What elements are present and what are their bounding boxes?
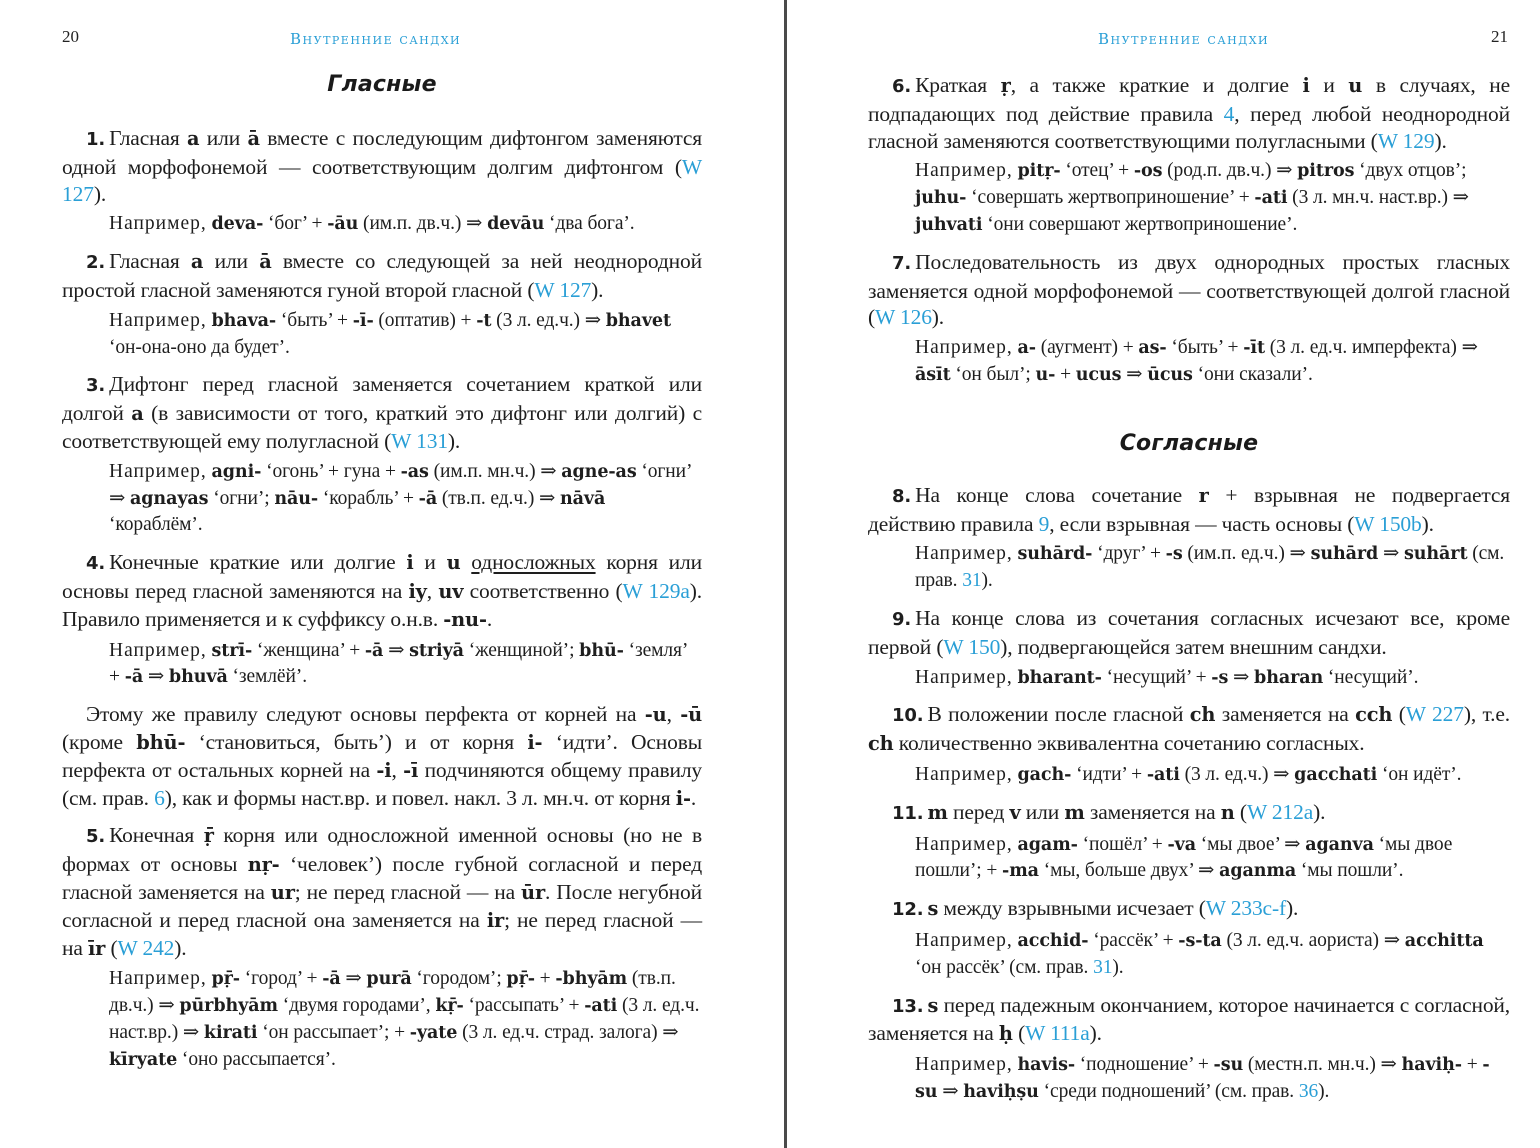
sanskrit-term: i <box>1302 74 1310 97</box>
rules-list <box>62 125 702 1074</box>
page-content <box>62 72 702 1084</box>
sanskrit-term: havis- <box>1017 1055 1076 1076</box>
sanskrit-term: -ā <box>322 969 341 990</box>
sanskrit-term: -yate <box>409 1022 458 1043</box>
rules-list <box>868 482 1510 1106</box>
sanskrit-term: uv <box>438 579 464 603</box>
sanskrit-term: pṝ- <box>211 969 240 990</box>
sanskrit-term: deva- <box>211 214 264 235</box>
sanskrit-term: devāu <box>487 214 545 235</box>
rule-paragraph: 5. Конечная ṝ корня или односложной именной основы (но не в формах от основы nṛ- ‘человек’) после губной согласной и перед гласной заменяется на ur; не перед гласной — на ūr. После негубной согласной и перед гласной она заменяется на ir; не перед гласной — на īr (W 242). <box>62 823 702 960</box>
sanskrit-term: ṛ <box>1000 74 1011 97</box>
sanskrit-term: bhavet <box>605 310 671 331</box>
cross-reference-link[interactable]: 6 <box>154 785 165 810</box>
sanskrit-term: ṝ <box>203 824 214 848</box>
sanskrit-term: bhū- <box>579 640 624 661</box>
sanskrit-term: a <box>131 402 144 426</box>
section-title: Согласные <box>1119 430 1259 456</box>
sanskrit-term: ā <box>247 127 260 150</box>
example-paragraph: Например, deva- ‘бог’ + -āu (им.п. дв.ч.) ⇒ devāu ‘два бога’. <box>109 213 635 235</box>
sanskrit-term: -ati <box>1254 188 1288 209</box>
example-lead: Например, <box>915 160 1013 182</box>
rule-paragraph: 7. Последовательность из двух однородных простых гласных заменяется одной морфофонемой — соответствующей долгой гласной (W 126). <box>868 249 1510 330</box>
example-paragraph: Например, pitṛ- ‘отец’ + -os (род.п. дв.ч.) ⇒ pitros ‘двух отцов’; juhu- ‘совершать жертвоприношение’ + -ati (3 л. мн.ч. наст.вр.) ⇒ juhvati ‘они совершают жертвоприношение’. <box>915 160 1469 235</box>
sanskrit-term: n <box>1220 800 1235 824</box>
sanskrit-term: -ā <box>418 488 438 509</box>
sanskrit-term: -bhyām <box>555 969 628 990</box>
sanskrit-term: -ati <box>1146 764 1180 785</box>
example-lead: Например, <box>109 309 207 331</box>
sanskrit-term: aganva <box>1305 834 1374 855</box>
example-lead: Например, <box>915 833 1013 855</box>
rule-number: 1. <box>86 129 106 150</box>
cross-reference-link[interactable]: W 129a <box>622 578 690 603</box>
sanskrit-term: -os <box>1133 161 1163 182</box>
sanskrit-term: ch <box>868 732 894 756</box>
sanskrit-term: aganma <box>1219 861 1297 882</box>
cross-reference-link[interactable]: 9 <box>1038 511 1050 536</box>
sanskrit-term: -nu- <box>443 607 487 631</box>
sanskrit-term: m <box>927 800 948 824</box>
sanskrit-term: pitros <box>1297 161 1355 182</box>
section-title: Гласные <box>327 72 437 97</box>
sanskrit-term: ch <box>1189 703 1216 727</box>
example-paragraph: Например, agam- ‘пошёл’ + -va ‘мы двое’ ⇒ aganva ‘мы двое пошли’; + -ma ‘мы, больше двух’ ⇒ aganma ‘мы пошли’. <box>915 833 1453 882</box>
example-lead: Например, <box>915 666 1013 688</box>
sanskrit-term: pṝ- <box>506 969 535 990</box>
sanskrit-term: kirati <box>203 1022 258 1043</box>
sanskrit-term: s <box>927 993 939 1017</box>
sanskrit-term: bhuvā <box>168 667 228 688</box>
sanskrit-term: gach- <box>1017 764 1072 785</box>
sanskrit-term: cch <box>1355 703 1393 727</box>
rule-number: 4. <box>86 553 106 575</box>
rule-paragraph: 3. Дифтонг перед гласной заменяется сочетанием краткой или долгой a (в зависимости от того, краткий это дифтонг или долгий) с соответствующей ему полугласной (W 131). <box>62 372 702 453</box>
rule-paragraph: 10. В положении после гласной ch заменяется на cch (W 227), т.е. ch количественно эквивалентна сочетанию согласных. <box>868 702 1510 756</box>
sanskrit-term: iy <box>408 579 427 603</box>
sanskrit-term: agam- <box>1017 834 1078 855</box>
sanskrit-term: haviḥṣu <box>963 1081 1039 1102</box>
sanskrit-term: pitṛ- <box>1017 161 1061 182</box>
rule-number: 11. <box>892 802 924 824</box>
example-lead: Например, <box>109 968 207 990</box>
rule-paragraph: 11. m перед v или m заменяется на n (W 212a). <box>892 799 1326 824</box>
sanskrit-term: īr <box>87 936 106 960</box>
running-head: Внутренние сандхи <box>1098 30 1270 48</box>
cross-reference-link[interactable]: W 126 <box>875 305 932 330</box>
sanskrit-term: bhū- <box>136 730 186 754</box>
cross-reference-link[interactable]: W 127 <box>62 154 702 206</box>
sanskrit-term: purā <box>366 969 412 990</box>
rule-paragraph: 8. На конце слова сочетание r + взрывная не подвергается действию правила 9, если взрывная — часть основы (W 150b). <box>868 482 1510 536</box>
right-page <box>788 0 1540 1148</box>
cross-reference-link[interactable]: 36 <box>1298 1080 1319 1102</box>
rules-list <box>868 72 1510 389</box>
sanskrit-term: agne-as <box>561 461 637 482</box>
underlined-term: односложных <box>471 550 596 575</box>
sanskrit-term: -su <box>1213 1055 1244 1076</box>
sanskrit-term: ūr <box>521 880 546 904</box>
example-paragraph: Например, pṝ- ‘город’ + -ā ⇒ purā ‘городом’; pṝ- + -bhyām (тв.п. дв.ч.) ⇒ pūrbhyām ‘двумя городами’, kṝ- ‘рассыпать’ + -ati (3 л. ед.ч. наст.вр.) ⇒ kirati ‘он рассыпает’; + -yate (3 л. ед.ч. страд. залога) ⇒ kīryate ‘оно рассыпается’. <box>109 968 700 1070</box>
page-number: 21 <box>1491 27 1508 46</box>
example-paragraph: Например, a- (аугмент) + as- ‘быть’ + -īt (3 л. ед.ч. имперфекта) ⇒ āsīt ‘он был’; u- + ucus ⇒ ūcus ‘они сказали’. <box>915 337 1478 385</box>
cross-reference-link[interactable]: W 111a <box>1025 1021 1090 1046</box>
sanskrit-term: u- <box>1035 364 1056 385</box>
rule-paragraph: 4. Конечные краткие или долгие i и u односложных корня или основы перед гласной заменяются на iy, uv соответственно (W 129a). Правило применяется и к суффиксу о.н.в. -nu-. <box>62 550 702 631</box>
sanskrit-term: u <box>446 551 461 575</box>
sanskrit-term: juhvati <box>915 214 983 235</box>
example-lead: Например, <box>915 763 1013 785</box>
rule-paragraph: 12. s между взрывными исчезает (W 233c-f). <box>892 896 1299 921</box>
rule-number: 10. <box>892 705 924 727</box>
sanskrit-term: āsīt <box>915 364 951 385</box>
sanskrit-term: -i <box>376 758 392 782</box>
sanskrit-term: kṝ- <box>435 996 464 1017</box>
cross-reference-link[interactable]: W 131 <box>391 428 448 453</box>
cross-reference-link[interactable]: 31 <box>962 570 982 592</box>
sanskrit-term: a- <box>1017 338 1036 359</box>
running-head: Внутренние сандхи <box>290 30 462 48</box>
sanskrit-term: gacchati <box>1294 764 1378 785</box>
rule-number: 5. <box>86 826 106 848</box>
rule-paragraph: 6. Краткая ṛ, а также краткие и долгие i и u в случаях, не подпадающих под действие правила 4, перед любой неоднородной гласной заменяются соответствующими полугласными (W 129). <box>868 73 1510 153</box>
example-paragraph: Например, suhārd- ‘друг’ + -s (им.п. ед.ч.) ⇒ suhārd ⇒ suhārt (см. прав. 31). <box>915 543 1505 592</box>
sanskrit-term: s <box>927 897 939 921</box>
rule-number: 12. <box>892 899 924 921</box>
rule-number: 9. <box>892 608 912 630</box>
rule-number: 8. <box>892 485 912 507</box>
rule-paragraph: 9. На конце слова из сочетания согласных исчезают все, кроме первой (W 150), подвергающейся затем внешним сандхи. <box>868 605 1510 659</box>
sanskrit-term: suhārd <box>1310 544 1379 565</box>
sanskrit-term: acchid- <box>1017 930 1089 951</box>
spine-divider <box>784 0 787 1148</box>
example-paragraph: Например, strī- ‘женщина’ + -ā ⇒ striyā ‘женщиной’; bhū- ‘земля’ + -ā ⇒ bhuvā ‘землёй’. <box>109 639 687 688</box>
example-paragraph: Например, agni- ‘огонь’ + гуна + -as (им.п. мн.ч.) ⇒ agne-as ‘огни’ ⇒ agnayas ‘огни’; nāu- ‘корабль’ + -ā (тв.п. ед.ч.) ⇒ nāvā ‘кораблём’. <box>109 460 691 536</box>
example-paragraph: Например, havis- ‘подношение’ + -su (местн.п. мн.ч.) ⇒ haviḥ- + -su ⇒ haviḥṣu ‘среди подношений’ (см. прав. 36). <box>915 1054 1490 1102</box>
sanskrit-term: juhu- <box>915 188 967 209</box>
example-paragraph: Например, bhava- ‘быть’ + -ī- (оптатив) + -t (3 л. ед.ч.) ⇒ bhavet ‘он-она-оно да будет’. <box>109 309 671 358</box>
example-paragraph: Например, acchid- ‘рассёк’ + -s-ta (3 л. ед.ч. аориста) ⇒ acchitta ‘он рассёк’ (см. прав. 31). <box>915 929 1484 978</box>
example-lead: Например, <box>109 213 207 235</box>
sanskrit-term: i <box>406 551 414 575</box>
rule-number: 3. <box>86 375 106 397</box>
example-lead: Например, <box>915 543 1013 565</box>
sanskrit-term: strī- <box>211 640 253 661</box>
example-paragraph: Например, bharant- ‘несущий’ + -s ⇒ bharan ‘несущий’. <box>915 666 1419 688</box>
sanskrit-term: acchitta <box>1404 930 1484 951</box>
example-lead: Например, <box>109 639 207 661</box>
rule-continuation: Этому же правилу следуют основы перфекта от корней на -u, -ū (кроме bhū- ‘становиться, быть’) и от корня i- ‘идти’. Основы перфекта от остальных корней на -i, -ī подчиняются общему правилу (см. прав. 6), как и формы наст.вр. и повел. накл. 3 л. мн.ч. от корня i-. <box>62 702 703 810</box>
cross-reference-link[interactable]: W 150b <box>1354 511 1422 536</box>
sanskrit-term: ḥ <box>998 1022 1013 1046</box>
sanskrit-term: -ī- <box>352 310 374 331</box>
sanskrit-term: as- <box>1138 338 1167 359</box>
sanskrit-term: m <box>1064 800 1085 824</box>
sanskrit-term: kīryate <box>109 1049 178 1070</box>
example-paragraph: Например, gach- ‘идти’ + -ati (3 л. ед.ч.) ⇒ gacchati ‘он идёт’. <box>915 763 1462 785</box>
cross-reference-link[interactable]: W 150 <box>943 634 1001 659</box>
sanskrit-term: -s <box>1211 667 1229 688</box>
sanskrit-term: -āu <box>327 214 359 235</box>
rule-number: 6. <box>892 76 912 97</box>
sanskrit-term: nṛ- <box>247 853 280 877</box>
cross-reference-link[interactable]: W 127 <box>534 277 592 302</box>
sanskrit-term: striyā <box>409 640 464 661</box>
sanskrit-term: suhārd- <box>1017 544 1093 565</box>
rule-paragraph: 1. Гласная a или ā вместе с последующим дифтонгом заменяются одной морфофонемой — соответствующим долгим дифтонгом (W 127). <box>62 126 702 206</box>
rule-number: 7. <box>892 252 912 274</box>
sanskrit-term: i- <box>675 786 691 810</box>
sanskrit-term: nāvā <box>560 488 606 509</box>
sanskrit-term: -va <box>1167 834 1197 855</box>
sanskrit-term: u <box>1348 74 1363 97</box>
sanskrit-term: -īt <box>1243 338 1265 359</box>
sanskrit-term: haviḥ- <box>1401 1055 1462 1076</box>
sanskrit-term: bharant- <box>1017 667 1102 688</box>
rule-number: 13. <box>892 995 924 1017</box>
sanskrit-term: agni- <box>211 461 262 482</box>
page-number: 20 <box>62 27 79 46</box>
rule-paragraph: 2. Гласная a или ā вместе со следующей за ней неоднородной простой гласной заменяются гуной второй гласной (W 127). <box>62 249 702 302</box>
sanskrit-term: nāu- <box>274 488 319 509</box>
sanskrit-term: ir <box>486 908 505 932</box>
sanskrit-term: r <box>1198 483 1209 507</box>
sanskrit-term: v <box>1009 800 1021 824</box>
sanskrit-term: bharan <box>1254 667 1324 688</box>
sanskrit-term: a <box>190 250 204 274</box>
sanskrit-term: ur <box>270 880 295 904</box>
sanskrit-term: -ā <box>124 667 144 688</box>
rule-number: 2. <box>86 252 106 274</box>
sanskrit-term: ucus <box>1075 364 1122 385</box>
sanskrit-term: -ū <box>680 703 703 727</box>
sanskrit-term: bhava- <box>211 310 277 331</box>
sanskrit-term: -ī <box>403 758 419 782</box>
example-lead: Например, <box>109 460 207 482</box>
cross-reference-link[interactable]: W 233c-f <box>1205 896 1286 921</box>
sanskrit-term: -as <box>400 461 429 482</box>
cross-reference-link[interactable]: 4 <box>1223 101 1235 126</box>
sanskrit-term: -ā <box>364 640 384 661</box>
page-content <box>868 72 1510 1116</box>
sanskrit-term: ūcus <box>1147 364 1193 385</box>
sanskrit-term: agnayas <box>130 488 209 509</box>
sanskrit-term: ā <box>259 250 272 274</box>
cross-reference-link[interactable]: W 227 <box>1405 702 1464 727</box>
cross-reference-link[interactable]: 31 <box>1093 956 1113 978</box>
example-lead: Например, <box>915 929 1013 951</box>
sanskrit-term: -ma <box>1002 861 1039 882</box>
cross-reference-link[interactable]: W 242 <box>117 935 175 960</box>
sanskrit-term: pūrbhyām <box>179 996 278 1017</box>
sanskrit-term: -t <box>476 310 492 331</box>
cross-reference-link[interactable]: W 212a <box>1246 799 1314 824</box>
sanskrit-term: i- <box>527 730 543 754</box>
sanskrit-term: -s <box>1165 544 1183 565</box>
rule-paragraph: 13. s перед падежным окончанием, которое начинается с согласной, заменяется на ḥ (W 111a). <box>868 992 1510 1046</box>
cross-reference-link[interactable]: W 129 <box>1377 128 1435 153</box>
sanskrit-term: -u <box>644 703 667 727</box>
example-lead: Например, <box>915 337 1013 359</box>
sanskrit-term: -su <box>915 1055 1490 1102</box>
example-lead: Например, <box>915 1054 1013 1076</box>
sanskrit-term: -s-ta <box>1178 930 1222 951</box>
sanskrit-term: suhārt <box>1403 544 1468 565</box>
sanskrit-term: a <box>186 127 200 150</box>
sanskrit-term: -ati <box>584 996 618 1017</box>
